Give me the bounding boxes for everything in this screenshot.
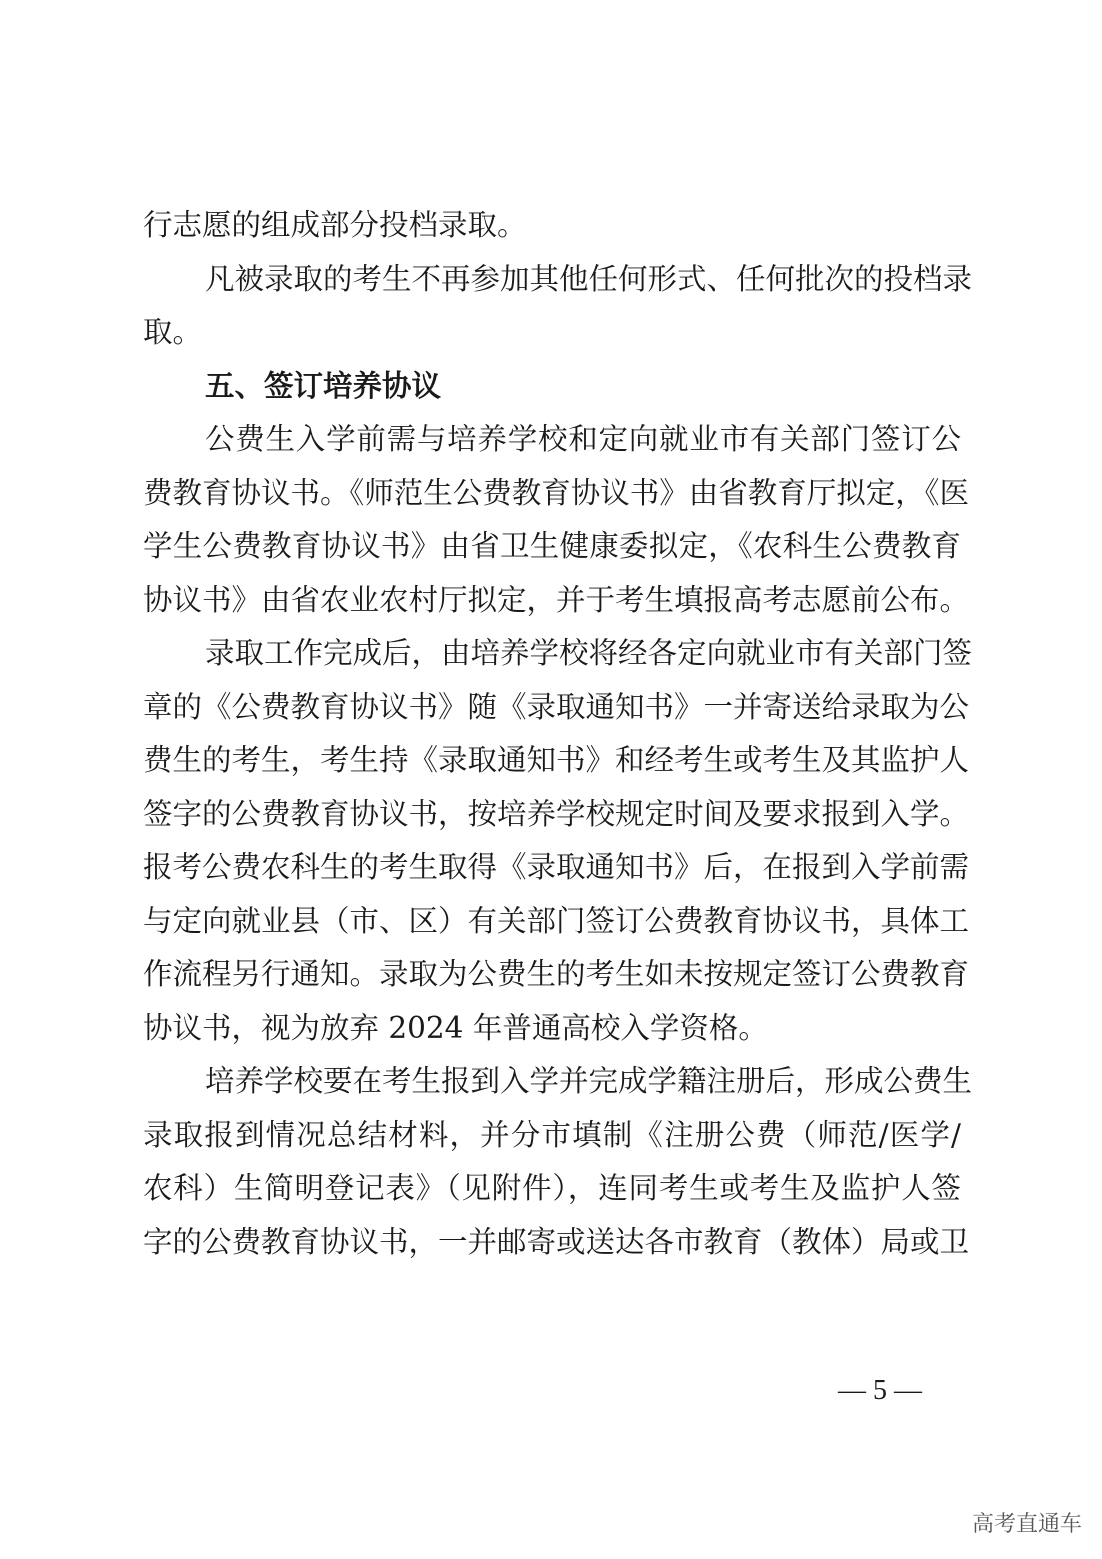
page-number: — 5 —	[838, 1375, 922, 1406]
text-line: 农科）生简明登记表》（见附件），连同考生或考生及监护人签	[143, 1171, 961, 1205]
text-line: 取。	[143, 315, 203, 349]
text-line: 报考公费农科生的考生取得《录取通知书》后，在报到入学前需	[143, 850, 970, 884]
body-text	[143, 199, 973, 1269]
text-line: 签字的公费教育协议书，按培养学校规定时间及要求报到入学。	[143, 796, 970, 831]
text-line: 培养学校要在考生报到入学并完成学籍注册后，形成公费生	[205, 1064, 973, 1098]
section-heading: 五、签订培养协议	[205, 368, 442, 403]
text-line: 凡被录取的考生不再参加其他任何形式、任何批次的投档录	[205, 261, 973, 296]
text-line: 章的《公费教育协议书》随《录取通知书》一并寄送给录取为公	[143, 689, 970, 724]
text-line: 公费生入学前需与培养学校和定向就业市有关部门签订公	[205, 422, 961, 456]
text-line: 费生的考生，考生持《录取通知书》和经考生或考生及其监护人	[143, 743, 970, 777]
text-line: 费教育协议书。《师范生公费教育协议书》由省教育厅拟定，《医	[143, 475, 970, 510]
text-line: 录取报到情况总结材料，并分市填制《注册公费（师范/医学/	[143, 1117, 961, 1152]
text-line: 学生公费教育协议书》由省卫生健康委拟定，《农科生公费教育	[143, 529, 961, 563]
watermark-text: 高考直通车	[971, 1512, 1082, 1537]
text-line: 作流程另行通知。录取为公费生的考生如未按规定签订公费教育	[143, 957, 970, 991]
text-line: 录取工作完成后，由培养学校将经各定向就业市有关部门签	[205, 636, 973, 670]
text-line: 协议书，视为放弃 2024 年普通高校入学资格。	[143, 1010, 768, 1045]
text-line: 行志愿的组成部分投档录取。	[143, 208, 527, 242]
text-line: 与定向就业县（市、区）有关部门签订公费教育协议书，具体工	[143, 903, 970, 938]
text-line: 字的公费教育协议书，一并邮寄或送达各市教育（教体）局或卫	[143, 1224, 970, 1259]
text-line: 协议书》由省农业农村厅拟定，并于考生填报高考志愿前公布。	[143, 582, 970, 617]
